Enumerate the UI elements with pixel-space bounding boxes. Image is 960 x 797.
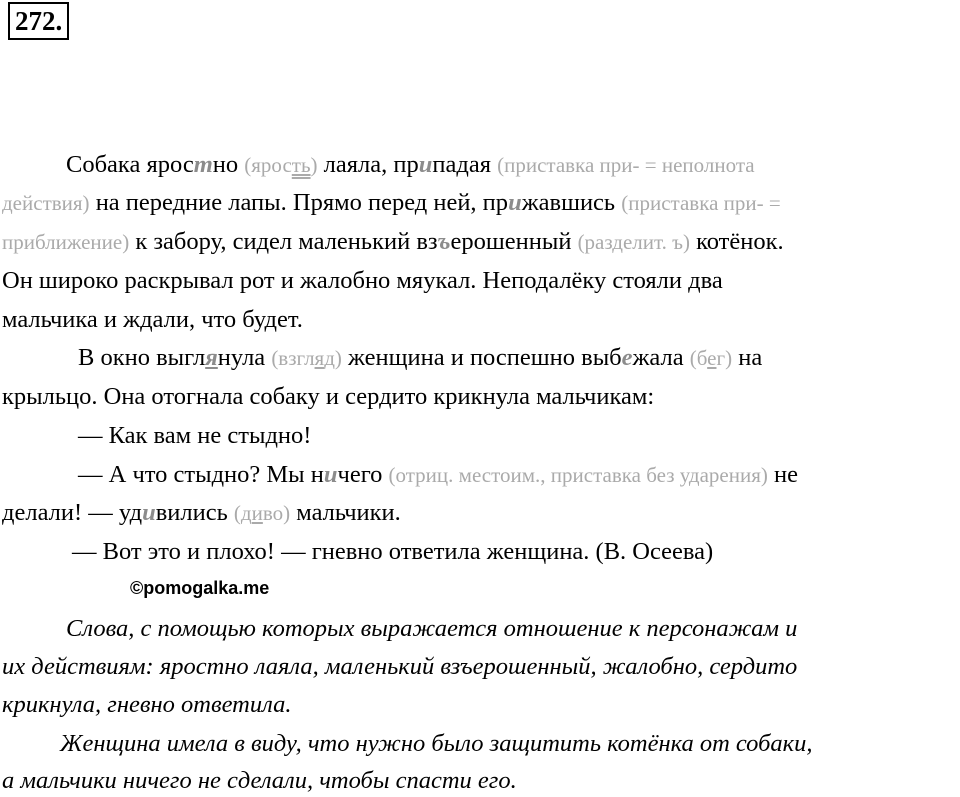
text-line-5: мальчика и ждали, что будет. (2, 306, 303, 333)
answer-line-1: Слова, с помощью которых выражается отношение к персонажам и (66, 615, 798, 642)
answer-line-5: а мальчики ничего не сделали, чтобы спасти его. (2, 767, 517, 794)
text-line-3: приближение) к забору, сидел маленький взъерошенный (разделит. ъ) котёнок. (2, 228, 784, 255)
answer-line-2: их действиям: яростно лаяла, маленький взъерошенный, жалобно, сердито (2, 653, 798, 680)
answer-line-4: Женщина имела в виду, что нужно было защитить котёнка от собаки, (60, 730, 813, 757)
text-line-11: — Вот это и плохо! — гневно ответила женщина. (В. Осеева) (72, 538, 714, 565)
text-line-1: Собака яростно (ярость) лаяла, припадая (приставка при- = неполнота (66, 151, 755, 178)
text-line-6: В окно выглянула (взгляд) женщина и поспешно выбежала (бег) на (78, 344, 763, 371)
text-line-10: делали! — удивились (диво) мальчики. (2, 499, 401, 526)
text-line-4: Он широко раскрывал рот и жалобно мяукал. Неподалёку стояли два (2, 267, 723, 294)
text-line-8: — Как вам не стыдно! (78, 422, 312, 449)
text-line-2: действия) на передние лапы. Прямо перед ней, прижавшись (приставка при- = (2, 189, 781, 216)
answer-line-3: крикнула, гневно ответила. (2, 691, 292, 718)
text-line-7: крыльцо. Она отогнала собаку и сердито крикнула мальчикам: (2, 383, 655, 410)
text-line-9: — А что стыдно? Мы ничего (отриц. местоим., приставка без ударения) не (78, 461, 798, 488)
exercise-number: 272. (8, 2, 69, 40)
watermark: ©pomogalka.me (130, 578, 270, 598)
